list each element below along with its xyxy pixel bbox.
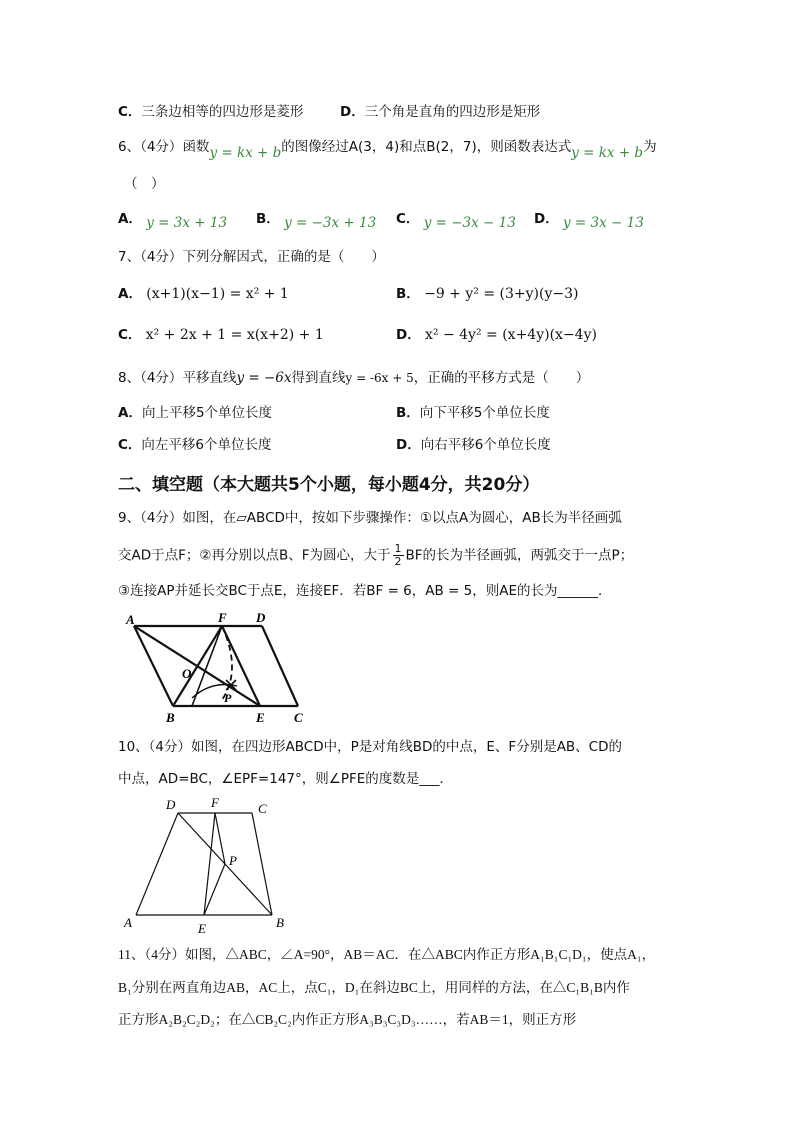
q9-label-c: C	[294, 710, 303, 725]
q6-option-c	[396, 210, 516, 231]
q6-option-c-value: y = −3x − 13	[423, 215, 516, 231]
q7-option-d	[396, 326, 597, 344]
q8-text1: 平移直线	[182, 370, 237, 386]
q9-label-a: A	[126, 612, 135, 627]
q6-number: 6、（4分）	[118, 139, 183, 155]
q10-side-ad	[136, 813, 178, 915]
q8-option-a-value: 向上平移5个单位长度	[141, 405, 273, 421]
q11-line3: 正方形A₂B₂C₂D₂；在△CB₂C₂内作正方形A₃B₃C₃D₃……，若AB＝1，则正方形	[118, 1012, 577, 1027]
q8-option-a-label: A．	[118, 405, 142, 421]
q10-line2: 中点，AD=BC，∠EPF=147°，则∠PFE的度数是___．	[118, 771, 454, 787]
q10-label-e: E	[198, 921, 206, 935]
q7-number: 7、（4分）	[118, 249, 183, 265]
q10-label-d: D	[166, 797, 176, 812]
q6-option-a-value: y = 3x + 13	[146, 215, 228, 231]
q6-option-d-label: D．	[534, 211, 559, 227]
q6-option-a	[118, 210, 228, 231]
q5-option-c-label: C．	[118, 104, 142, 120]
q6-stem	[118, 138, 657, 161]
q5-option-c	[118, 103, 303, 121]
q6-option-a-label: A．	[118, 211, 142, 227]
q7-option-c	[118, 326, 324, 344]
q6-formula1: y = kx + b	[209, 145, 282, 161]
q11-line2: B₁分别在两直角边AB，AC上，点C₁，D₁在斜边BC上，用同样的方法，在△C₁B₁B内作	[118, 980, 630, 995]
q6-option-b-label: B．	[256, 211, 280, 227]
q10-label-a: A	[124, 915, 132, 930]
q8-text3: ，正确的平移方式是（ ）	[413, 370, 590, 386]
q5-option-d	[340, 103, 540, 121]
q8-text2: 得到直线	[291, 370, 346, 386]
q10-line-fp	[215, 813, 225, 864]
q6-option-b-value: y = −3x + 13	[284, 215, 377, 231]
q9-label-b: B	[166, 710, 175, 725]
q8-option-d-value: 向右平移6个单位长度	[420, 437, 551, 453]
q9-line2a: 交AD于点F；②再分别以点B、F为圆心，大于	[118, 547, 391, 564]
q8-option-b-label: B．	[396, 405, 420, 421]
q8-formula2: y = -6x + 5	[345, 371, 414, 385]
q10-label-p: P	[229, 853, 237, 868]
q9-frac-num: 1	[394, 542, 402, 555]
q10-label-f: F	[211, 795, 219, 810]
q5-option-d-text: 三个角是直角的四边形是矩形	[364, 104, 541, 120]
q7-option-b	[396, 285, 578, 303]
q9-frac-den: 2	[394, 555, 402, 568]
q7-option-d-value: x² − 4y² = (x+4y)(x−4y)	[425, 327, 597, 343]
q9-label-e: E	[256, 710, 265, 725]
q7-option-c-value: x² + 2x + 1 = x(x+2) + 1	[145, 327, 324, 343]
q6-option-d	[534, 210, 644, 231]
q9-label-d: D	[256, 610, 266, 625]
q8-option-b-value: 向下平移5个单位长度	[419, 405, 550, 421]
q10-figure	[118, 795, 298, 935]
q6-option-c-label: C．	[396, 211, 420, 227]
q9-figure	[122, 610, 322, 728]
q6-text3: 为	[643, 139, 657, 155]
q9-fraction	[393, 543, 404, 568]
q9-label-o: O	[182, 666, 192, 681]
section-heading: 二、填空题（本大题共5个小题，每小题4分，共20分）	[118, 475, 540, 495]
q8-option-a	[118, 404, 272, 422]
q7-option-a	[118, 285, 289, 303]
q10-label-b: B	[276, 915, 284, 930]
q9-line2b: BF的长为半径画弧，两弧交于一点P；	[405, 547, 634, 564]
q6-answer-paren: （ ）	[124, 176, 165, 192]
q6-text2: 的图像经过A(3，4)和点B(2，7)，则函数表达式	[281, 139, 572, 155]
q7-option-a-label: A．	[118, 286, 142, 302]
q8-option-d	[396, 436, 551, 454]
q9-line3: ③连接AP并延长交BC于点E，连接EF．若BF = 6，AB = 5，则AE的长为______．	[118, 583, 612, 599]
q5-option-d-label: D．	[340, 104, 365, 120]
q10-side-cb	[252, 813, 272, 915]
q8-option-c-value: 向左平移6个单位长度	[141, 437, 272, 453]
q7-text: 下列分解因式，正确的是（ ）	[182, 249, 385, 265]
q10-line-fe	[204, 813, 215, 915]
q9-line1: 9、（4分）如图，在▱ABCD中，按如下步骤操作：①以点A为圆心，AB长为半径画弧	[118, 510, 622, 526]
q10-label-c: C	[258, 801, 267, 816]
q8-option-c	[118, 436, 272, 454]
q6-option-b	[256, 210, 377, 231]
q7-option-d-label: D．	[396, 327, 421, 343]
q9-side-dc	[262, 626, 298, 706]
q8-option-b	[396, 404, 550, 422]
q6-text1: 函数	[182, 139, 210, 155]
q8-formula1: y = −6x	[236, 370, 292, 386]
q7-option-b-value: −9 + y² = (3+y)(y−3)	[424, 286, 579, 302]
q7-stem	[118, 248, 385, 266]
q9-label-f: F	[218, 610, 227, 625]
q6-option-d-value: y = 3x − 13	[563, 215, 644, 231]
q9-label-p: P	[224, 691, 232, 705]
q10-line1: 10、（4分）如图，在四边形ABCD中，P是对角线BD的中点，E、F分别是AB、CD的	[118, 739, 623, 755]
q7-option-a-value: (x+1)(x−1) = x² + 1	[146, 286, 289, 302]
q5-option-c-text: 三条边相等的四边形是菱形	[141, 104, 304, 120]
q11-line1: 11、（4分）如图，△ABC，∠A=90°，AB＝AC．在△ABC内作正方形A₁B₁C₁D₁，使点A₁，	[118, 947, 656, 962]
q8-option-c-label: C．	[118, 437, 142, 453]
q6-formula2: y = kx + b	[571, 145, 644, 161]
q8-option-d-label: D．	[396, 437, 421, 453]
q7-option-c-label: C．	[118, 327, 142, 343]
q9-line2	[118, 543, 633, 568]
q8-number: 8、（4分）	[118, 370, 183, 386]
q8-stem	[118, 369, 589, 387]
q7-option-b-label: B．	[396, 286, 420, 302]
